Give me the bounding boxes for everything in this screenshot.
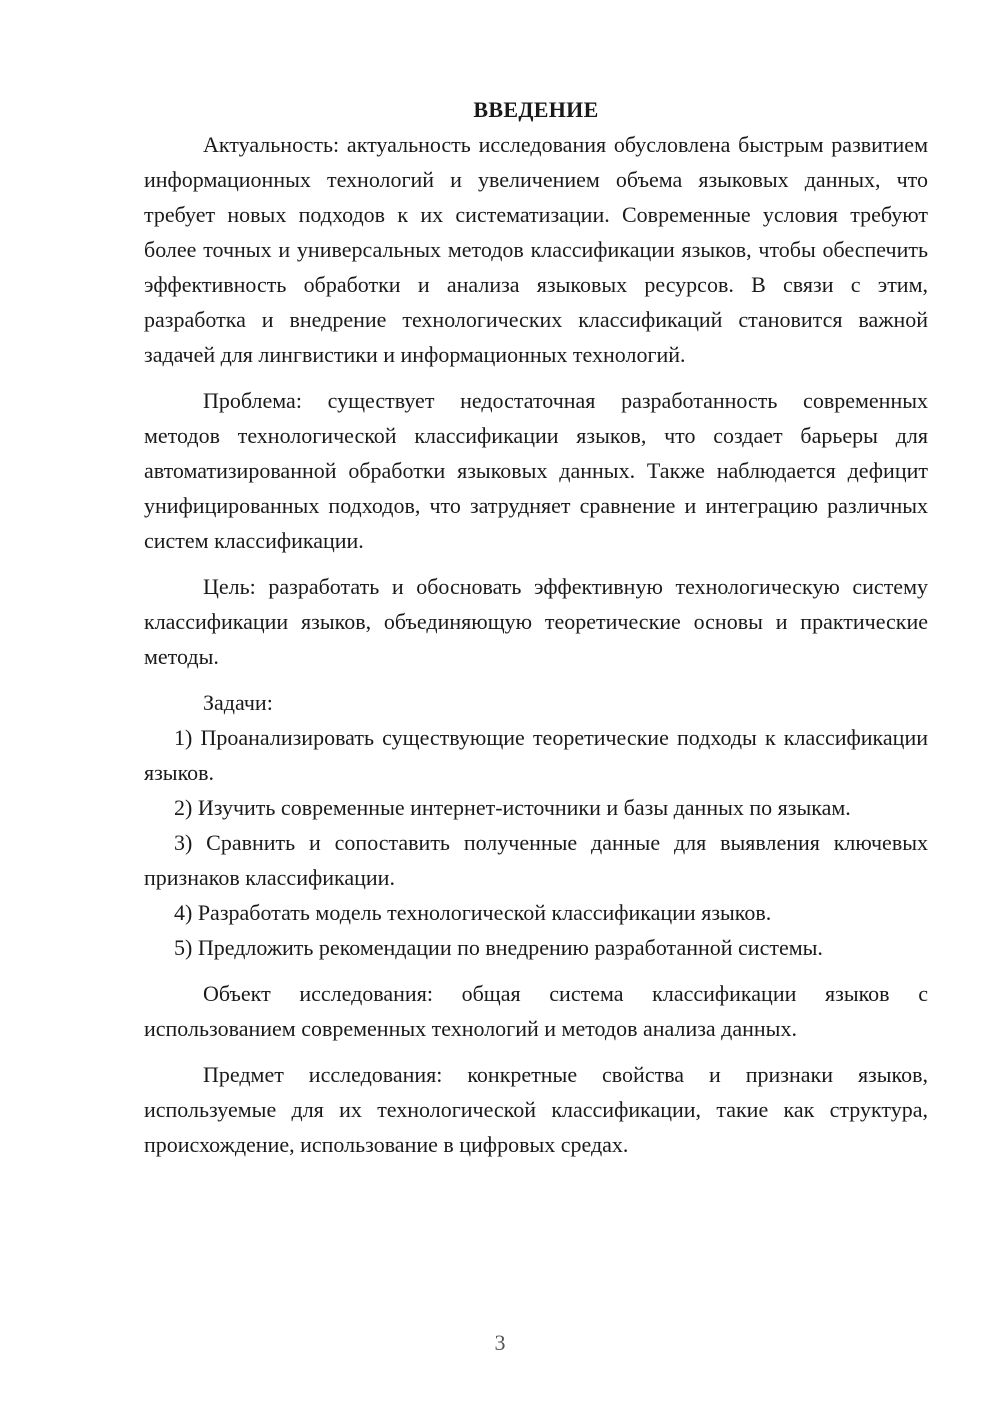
document-page bbox=[144, 92, 928, 1162]
goal-paragraph: Цель: разработать и обосновать эффективную технологическую систему классификации языков, объединяющую теоретические основы и практические методы. bbox=[144, 574, 928, 669]
object-paragraph: Объект исследования: общая система классификации языков с использованием современных технологий и методов анализа данных. bbox=[144, 981, 928, 1041]
task-item-1: 1) Проанализировать существующие теоретические подходы к классификации языков. bbox=[144, 725, 928, 785]
page-number: 3 bbox=[494, 1330, 506, 1355]
relevance-paragraph: Актуальность: актуальность исследования обусловлена быстрым развитием информационных технологий и увеличением объема языковых данных, что требует новых подходов к их систематизации. Современные условия требуют более точных и универсальных методов классификации языков, чтобы обеспечить эффективность обработки и анализа языковых ресурсов. В связи с этим, разработка и внедрение технологических классификаций становится важной задачей для лингвистики и информационных технологий. bbox=[144, 132, 928, 367]
section-title: ВВЕДЕНИЕ bbox=[473, 97, 599, 122]
subject-paragraph: Предмет исследования: конкретные свойства и признаки языков, используемые для их технологической классификации, такие как структура, происхождение, использование в цифровых средах. bbox=[144, 1062, 928, 1157]
task-item-4: 4) Разработать модель технологической классификации языков. bbox=[174, 900, 772, 925]
task-item-5: 5) Предложить рекомендации по внедрению разработанной системы. bbox=[174, 935, 823, 960]
tasks-heading: Задачи: bbox=[203, 690, 273, 715]
task-item-3: 3) Сравнить и сопоставить полученные данные для выявления ключевых признаков классификации. bbox=[144, 830, 928, 890]
problem-paragraph: Проблема: существует недостаточная разработанность современных методов технологической классификации языков, что создает барьеры для автоматизированной обработки языковых данных. Также наблюдается дефицит унифицированных подходов, что затрудняет сравнение и интеграцию различных систем классификации. bbox=[144, 388, 928, 553]
task-item-2: 2) Изучить современные интернет-источники и базы данных по языкам. bbox=[174, 795, 851, 820]
